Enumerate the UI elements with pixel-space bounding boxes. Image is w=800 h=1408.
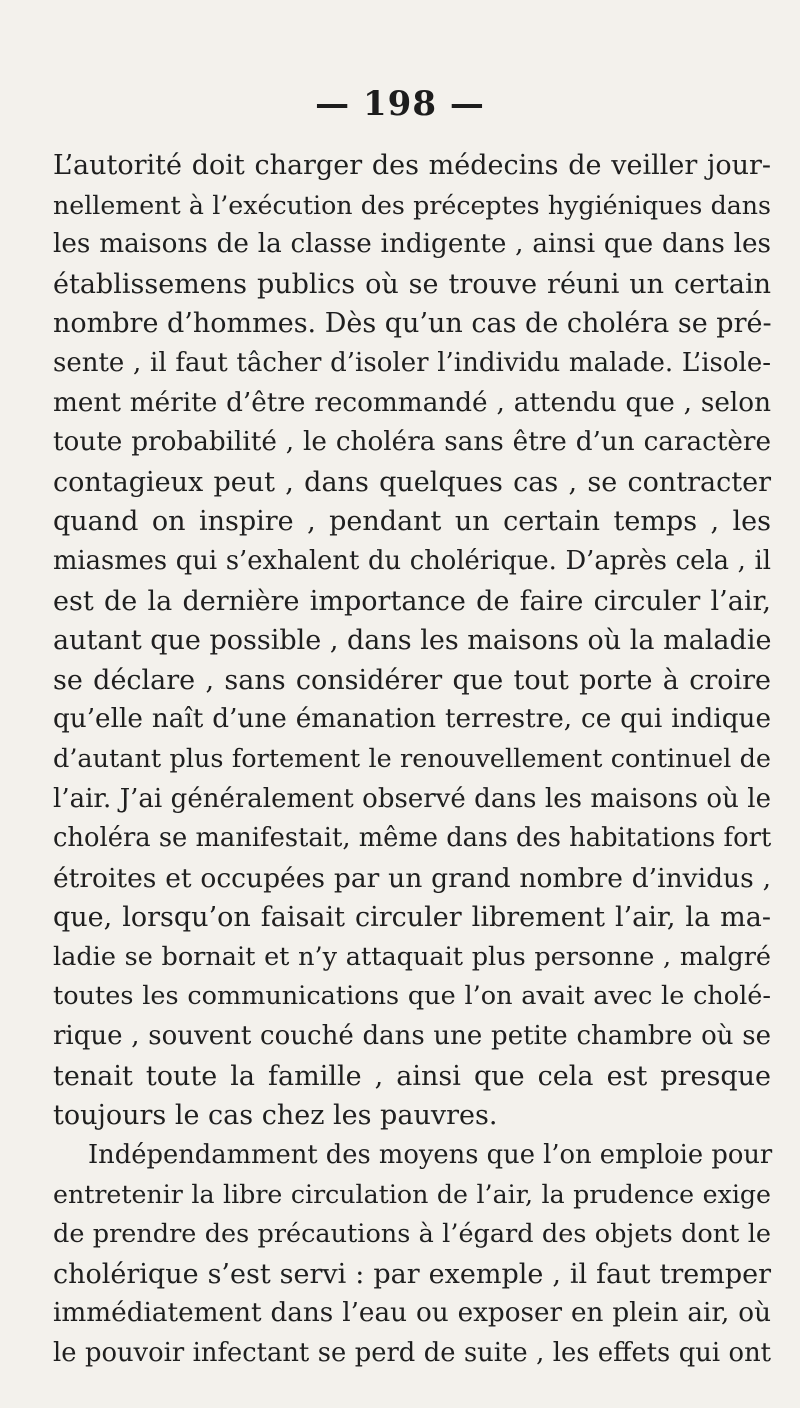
text-line: tenait toute la famille , ainsi que cela est presque	[53, 1060, 771, 1092]
text-line: cholérique s’est servi : par exemple , il faut tremper	[53, 1258, 771, 1290]
text-line: Indépendamment des moyens que l’on emploie pour	[88, 1139, 773, 1170]
text-line: toutes les communications que l’on avait avec le cholé-	[53, 981, 771, 1012]
text-line: sente , il faut tâcher d’isoler l’individu malade. L’isole-	[53, 347, 771, 378]
text-line: étroites et occupées par un grand nombre d’invidus ,	[53, 862, 771, 894]
text-line: autant que possible , dans les maisons où la maladie	[53, 625, 772, 657]
text-line: les maisons de la classe indigente , ainsi que dans les	[53, 229, 771, 260]
text-line: qu’elle naît d’une émanation terrestre, ce qui indique	[53, 704, 771, 735]
text-line: est de la dernière importance de faire circuler l’air,	[53, 585, 771, 617]
text-line: quand on inspire , pendant un certain temps , les	[53, 506, 771, 538]
text-line: L’autorité doit charger des médecins de veiller jour-	[53, 150, 771, 181]
text-line: rique , souvent couché dans une petite chambre où se	[53, 1021, 771, 1052]
text-line: d’autant plus fortement le renouvellement continuel de	[53, 743, 771, 774]
text-line: immédiatement dans l’eau ou exposer en plein air, où	[53, 1298, 771, 1329]
text-line: l’air. J’ai généralement observé dans les maisons où le	[53, 783, 771, 814]
text-line: se déclare , sans considérer que tout porte à croire	[53, 664, 771, 696]
body-text	[53, 146, 771, 1373]
text-line: que, lorsqu’on faisait circuler librement l’air, la ma-	[53, 902, 771, 934]
text-line: nellement à l’exécution des préceptes hygiéniques dans	[53, 190, 771, 220]
text-line: choléra se manifestait, même dans des habitations fort	[53, 823, 772, 854]
text-line: toujours le cas chez les pauvres.	[53, 1100, 498, 1132]
text-line: ladie se bornait et n’y attaquait plus personne , malgré	[53, 941, 771, 972]
text-line: nombre d’hommes. Dès qu’un cas de choléra se pré-	[53, 308, 772, 340]
text-line: contagieux peut , dans quelques cas , se contracter	[53, 466, 771, 498]
text-line: toute probabilité , le choléra sans être d’un caractère	[53, 427, 771, 458]
text-line: établissemens publics où se trouve réuni un certain	[53, 268, 771, 300]
text-line: miasmes qui s’exhalent du cholérique. D’après cela , il	[53, 545, 771, 576]
text-line: ment mérite d’être recommandé , attendu que , selon	[53, 387, 771, 418]
text-line: de prendre des précautions à l’égard des objets dont le	[53, 1219, 771, 1250]
text-line: le pouvoir infectant se perd de suite , les effets qui ont	[53, 1337, 771, 1368]
page-number: — 198 —	[315, 84, 485, 124]
text-line: entretenir la libre circulation de l’air, la prudence exige	[53, 1180, 771, 1210]
